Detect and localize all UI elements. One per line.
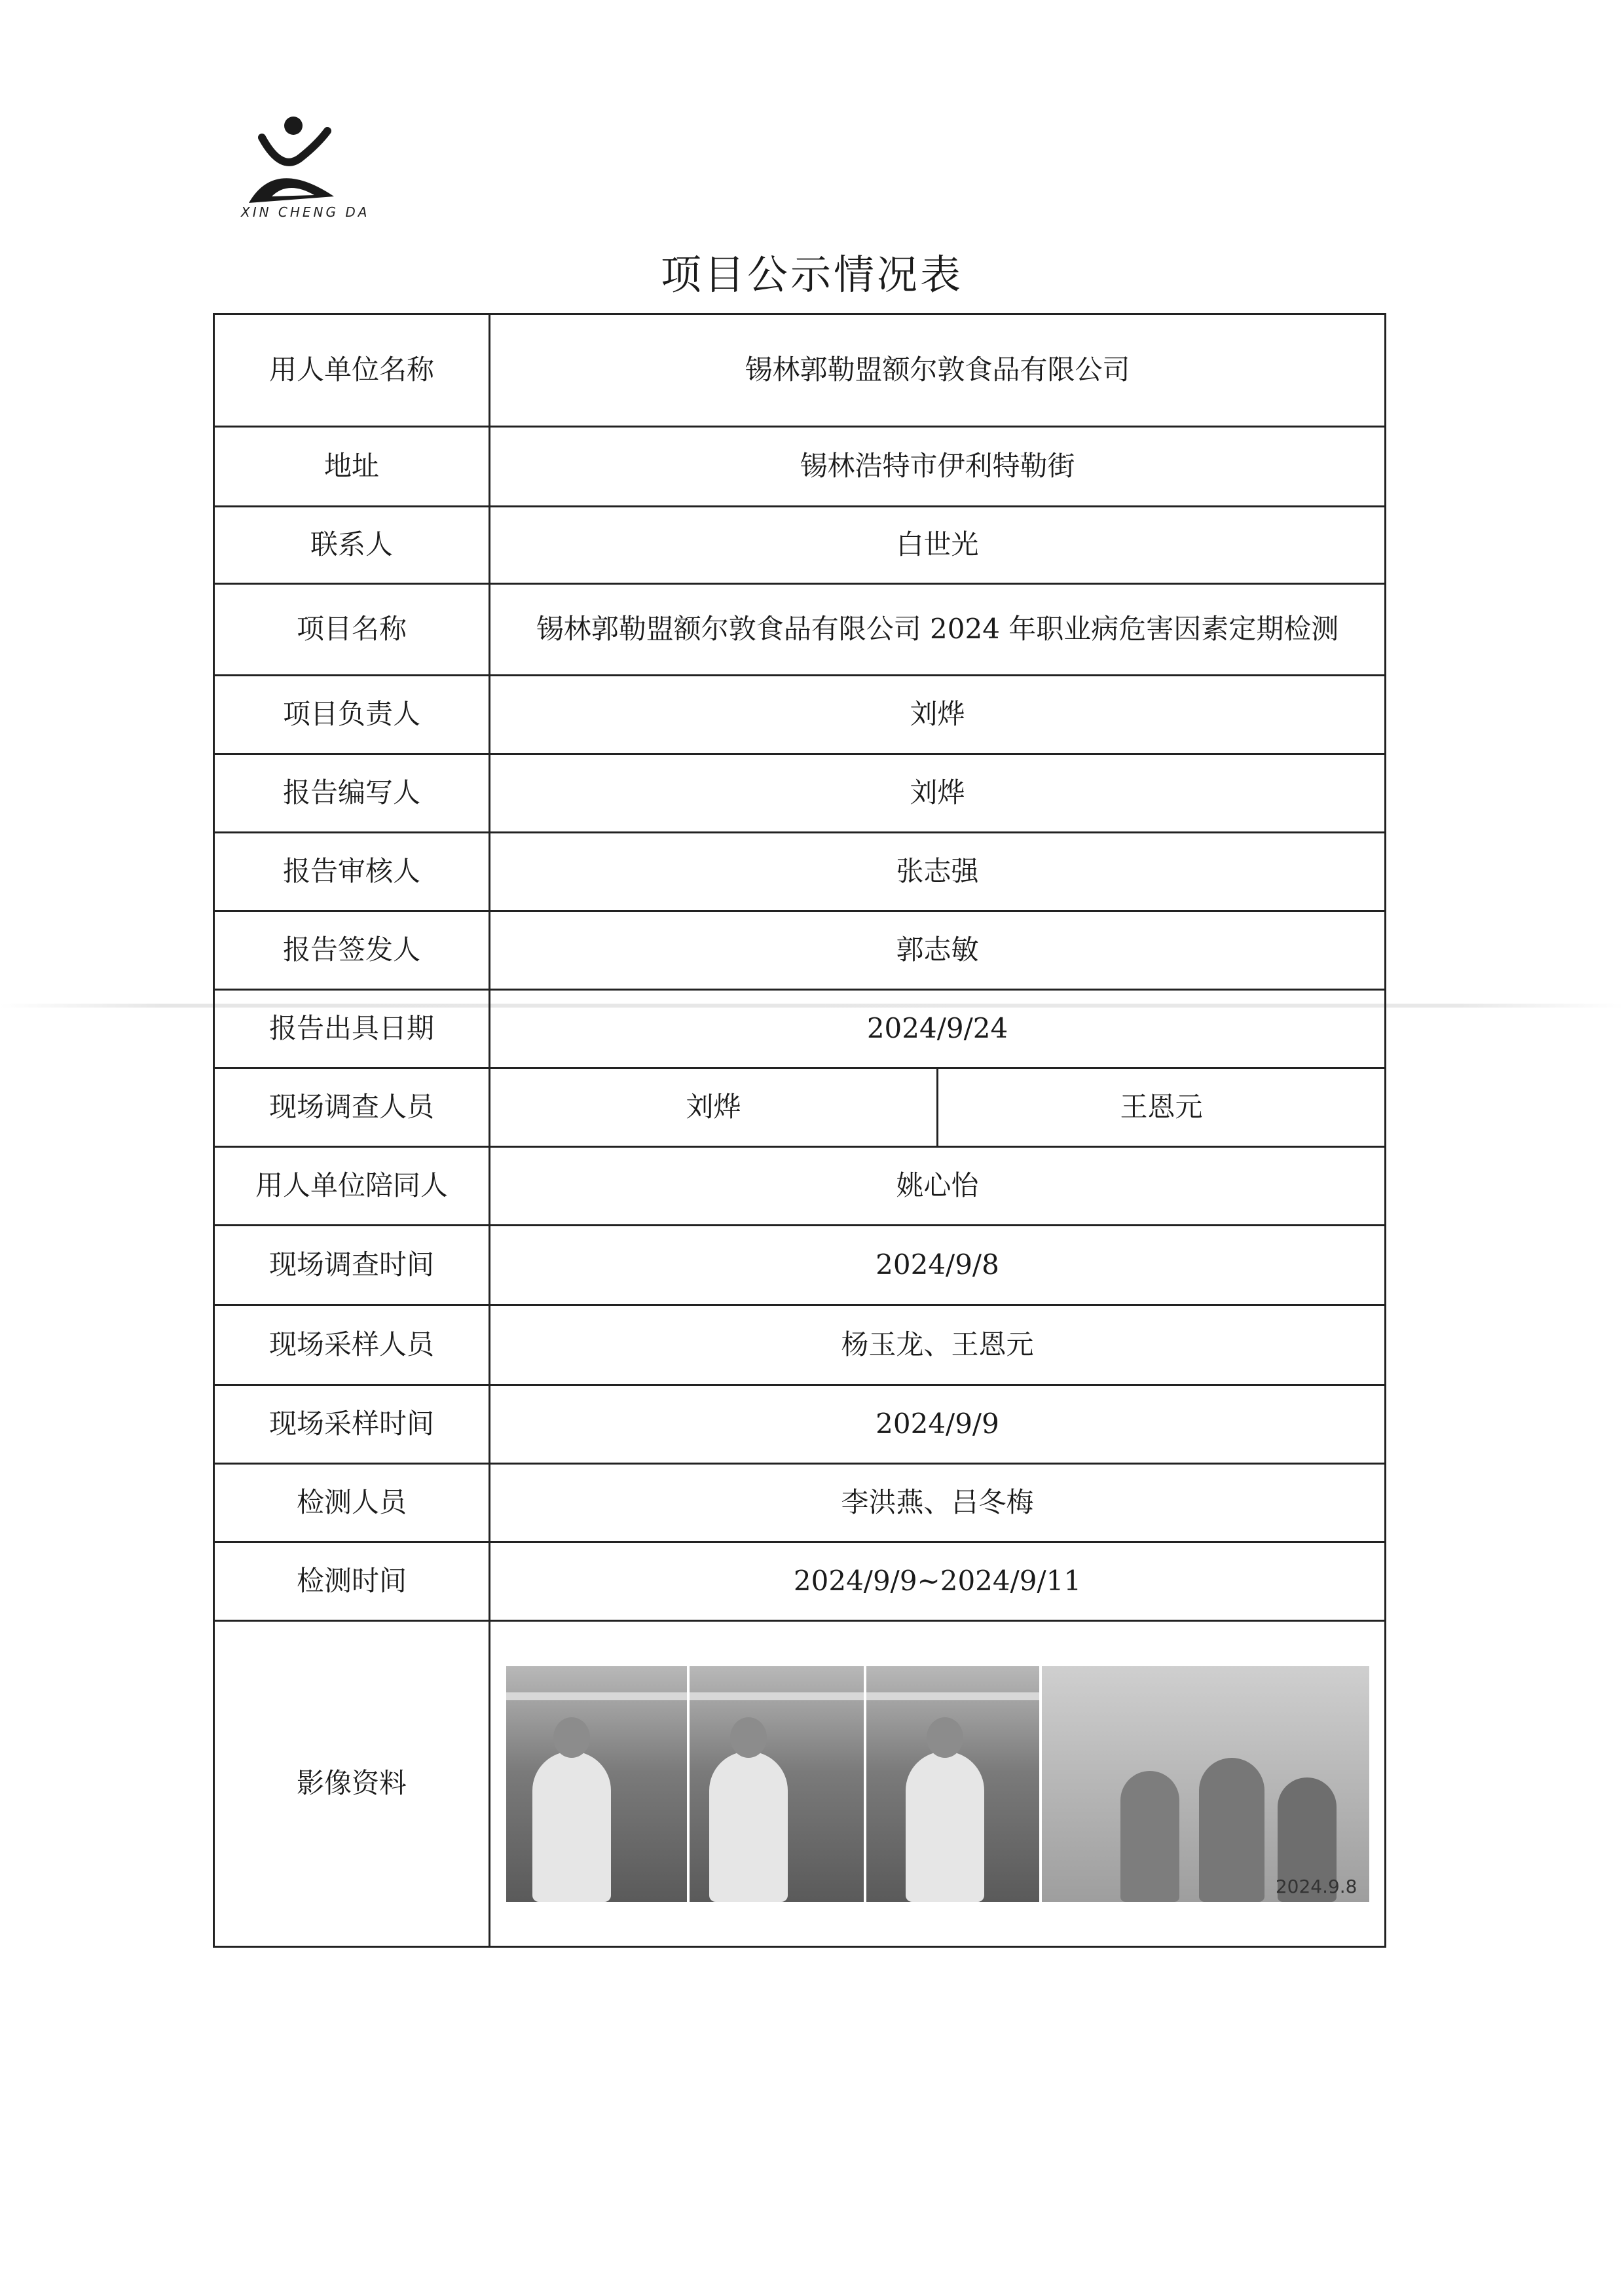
row-value: 杨玉龙、王恩元 [490, 1305, 1386, 1385]
row-label: 用人单位名称 [214, 314, 490, 427]
row-value: 锡林郭勒盟额尔敦食品有限公司 2024 年职业病危害因素定期检测 [490, 584, 1386, 676]
table-row [214, 1147, 1386, 1226]
row-value: 李洪燕、吕冬梅 [490, 1464, 1386, 1542]
table-row [214, 911, 1386, 990]
site-photo [866, 1666, 1039, 1902]
row-value: 张志强 [490, 833, 1386, 911]
row-label: 项目负责人 [214, 676, 490, 754]
row-value: 锡林郭勒盟额尔敦食品有限公司 [490, 314, 1386, 427]
site-photo [506, 1666, 687, 1902]
table-row [214, 584, 1386, 676]
row-label: 报告出具日期 [214, 990, 490, 1068]
row-label: 影像资料 [214, 1621, 490, 1947]
row-value-secondary: 王恩元 [938, 1068, 1386, 1147]
row-value: 刘烨 [490, 676, 1386, 754]
row-value: 锡林浩特市伊利特勒街 [490, 427, 1386, 507]
photo-date-stamp: 2024.9.8 [1275, 1875, 1357, 1897]
row-label: 报告签发人 [214, 911, 490, 990]
table-row [214, 1068, 1386, 1147]
photo-cell [490, 1621, 1386, 1947]
row-label: 报告审核人 [214, 833, 490, 911]
table-row [214, 427, 1386, 507]
table-row [214, 1464, 1386, 1542]
table-row [214, 754, 1386, 833]
table-row [214, 1226, 1386, 1305]
row-label: 现场采样人员 [214, 1305, 490, 1385]
row-value: 2024/9/9~2024/9/11 [490, 1542, 1386, 1621]
row-label: 检测人员 [214, 1464, 490, 1542]
row-label: 现场采样时间 [214, 1385, 490, 1464]
row-value: 2024/9/8 [490, 1226, 1386, 1305]
logo-text: XIN CHENG DA [241, 204, 370, 220]
site-photo [690, 1666, 864, 1902]
row-label: 用人单位陪同人 [214, 1147, 490, 1226]
table-row [214, 507, 1386, 584]
row-value: 郭志敏 [490, 911, 1386, 990]
row-label: 报告编写人 [214, 754, 490, 833]
row-label: 现场调查时间 [214, 1226, 490, 1305]
photo-strip [497, 1666, 1378, 1902]
project-info-table [213, 313, 1386, 1948]
site-photo [1042, 1666, 1369, 1902]
row-value: 刘烨 [490, 1068, 938, 1147]
row-value: 2024/9/9 [490, 1385, 1386, 1464]
row-label: 地址 [214, 427, 490, 507]
row-label: 检测时间 [214, 1542, 490, 1621]
table-row [214, 1621, 1386, 1947]
table-row [214, 676, 1386, 754]
row-value: 白世光 [490, 507, 1386, 584]
row-value: 2024/9/24 [490, 990, 1386, 1068]
row-label: 项目名称 [214, 584, 490, 676]
table-row [214, 990, 1386, 1068]
row-value: 刘烨 [490, 754, 1386, 833]
table-row [214, 314, 1386, 427]
table-row [214, 1385, 1386, 1464]
table-row [214, 1542, 1386, 1621]
row-label: 联系人 [214, 507, 490, 584]
page-title: 项目公示情况表 [660, 251, 963, 299]
row-value: 姚心怡 [490, 1147, 1386, 1226]
row-label: 现场调查人员 [214, 1068, 490, 1147]
table-row [214, 1305, 1386, 1385]
table-row [214, 833, 1386, 911]
